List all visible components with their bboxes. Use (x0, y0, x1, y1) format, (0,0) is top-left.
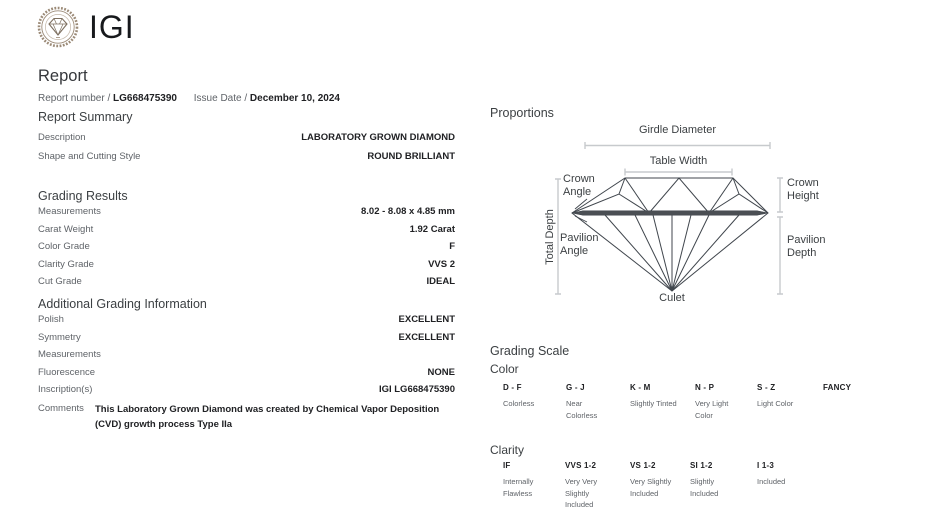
pavilion-depth-label: Pavilion Depth (787, 234, 826, 259)
table-row (38, 256, 455, 274)
section-heading-grading-scale: Grading Scale (490, 344, 570, 358)
grade-desc: Very Very Slightly Included (565, 477, 598, 509)
row-value: IGI LG668475390 (378, 384, 455, 396)
section-heading-grading-results: Grading Results (38, 189, 128, 203)
row-value: IDEAL (426, 276, 455, 288)
grade-desc: Very Slightly Included (630, 477, 672, 498)
row-value: 1.92 Carat (409, 223, 455, 235)
table-row (38, 203, 455, 221)
color-scale-item (757, 383, 813, 410)
total-depth-label: Total Depth (544, 209, 556, 265)
proportions-diagram (535, 122, 835, 317)
grade-desc: Slightly Tinted (630, 399, 677, 408)
row-value: NONE (427, 366, 455, 378)
grade-desc: Colorless (503, 399, 535, 408)
table-row (38, 147, 455, 166)
girdle-band (572, 211, 768, 215)
row-label: Symmetry (38, 331, 81, 343)
clarity-scale-heading: Clarity (490, 443, 525, 457)
color-scale-item (823, 383, 879, 398)
grade-code: SI 1-2 (690, 461, 713, 470)
grade-code: VS 1-2 (630, 461, 656, 470)
row-label: Clarity Grade (38, 258, 94, 270)
comments-label: Comments (38, 403, 84, 414)
table-row (38, 381, 455, 399)
grade-code: N - P (695, 383, 715, 392)
color-scale-item (695, 383, 737, 421)
crown-height-label: Crown Height (787, 177, 819, 202)
row-label: Description (38, 132, 86, 143)
grade-desc: Included (757, 477, 786, 486)
clarity-scale-item (565, 461, 613, 511)
section-heading-additional-grading: Additional Grading Information (38, 297, 207, 311)
row-label: Measurements (38, 349, 101, 361)
color-scale-item (566, 383, 606, 421)
row-label: Shape and Cutting Style (38, 151, 141, 162)
grade-code: VVS 1-2 (565, 461, 597, 470)
row-value: EXCELLENT (398, 331, 455, 343)
row-label: Carat Weight (38, 223, 94, 235)
row-value: EXCELLENT (398, 314, 455, 326)
color-scale-heading: Color (490, 362, 519, 376)
grade-desc: Near Colorless (566, 399, 598, 420)
row-value: ROUND BRILLIANT (367, 151, 455, 162)
grade-desc: Light Color (757, 399, 794, 408)
clarity-scale-item (757, 461, 805, 488)
report-summary-rows (38, 128, 455, 166)
table-row (38, 238, 455, 256)
grade-code: G - J (566, 383, 585, 392)
table-width-label: Table Width (649, 155, 708, 167)
table-row (38, 311, 455, 329)
igi-seal-icon (36, 5, 80, 49)
grade-desc: Internally Flawless (503, 477, 534, 498)
row-value: VVS 2 (428, 258, 455, 270)
clarity-scale-item (690, 461, 738, 499)
row-value: F (449, 241, 455, 253)
row-label: Measurements (38, 206, 101, 218)
clarity-scale-item (503, 461, 551, 499)
igi-logo (36, 5, 135, 49)
table-row (38, 364, 455, 382)
igi-wordmark: IGI (89, 9, 135, 45)
issue-date-value: December 10, 2024 (249, 93, 340, 104)
grade-code: K - M (630, 383, 651, 392)
row-label: Inscription(s) (38, 384, 93, 396)
report-meta (38, 93, 340, 104)
row-value: 8.02 - 8.08 x 4.85 mm (360, 206, 455, 218)
grade-code: D - F (503, 383, 522, 392)
row-label: Color Grade (38, 241, 90, 253)
grade-code: FANCY (823, 383, 852, 392)
report-number-label: Report number / (38, 93, 111, 104)
grading-results-rows (38, 203, 455, 291)
section-heading-proportions: Proportions (490, 106, 554, 120)
color-scale-item (503, 383, 559, 410)
grade-code: S - Z (757, 383, 776, 392)
row-label: Fluorescence (38, 366, 96, 378)
row-value: LABORATORY GROWN DIAMOND (301, 132, 455, 143)
color-scale-item (630, 383, 692, 410)
table-row (38, 128, 455, 147)
clarity-scale-item (630, 461, 682, 499)
row-label: Cut Grade (38, 276, 82, 288)
table-row (38, 329, 455, 347)
diamond-profile-diagram (535, 122, 835, 317)
comments-value: This Laboratory Grown Diamond was created by Chemical Vapor Deposition (CVD) growth process Type IIa (95, 404, 440, 430)
crown-angle-label: Crown Angle (563, 173, 595, 198)
section-heading-report-summary: Report Summary (38, 110, 133, 124)
grade-desc: Very Light Color (695, 399, 729, 420)
issue-date-label: Issue Date / (193, 93, 248, 104)
grade-desc: Slightly Included (690, 477, 719, 498)
grade-code: IF (503, 461, 511, 470)
report-number-value: LG668475390 (113, 93, 177, 104)
page-title: Report (38, 67, 88, 85)
table-row (38, 221, 455, 239)
pavilion-angle-label: Pavilion Angle (560, 232, 599, 257)
culet-label: Culet (659, 292, 685, 304)
table-row (38, 273, 455, 291)
girdle-diameter-label: Girdle Diameter (638, 124, 717, 136)
additional-grading-rows (38, 311, 455, 399)
grade-code: I 1-3 (757, 461, 775, 470)
table-row (38, 346, 455, 364)
comments-row (38, 402, 458, 432)
row-label: Polish (38, 314, 64, 326)
